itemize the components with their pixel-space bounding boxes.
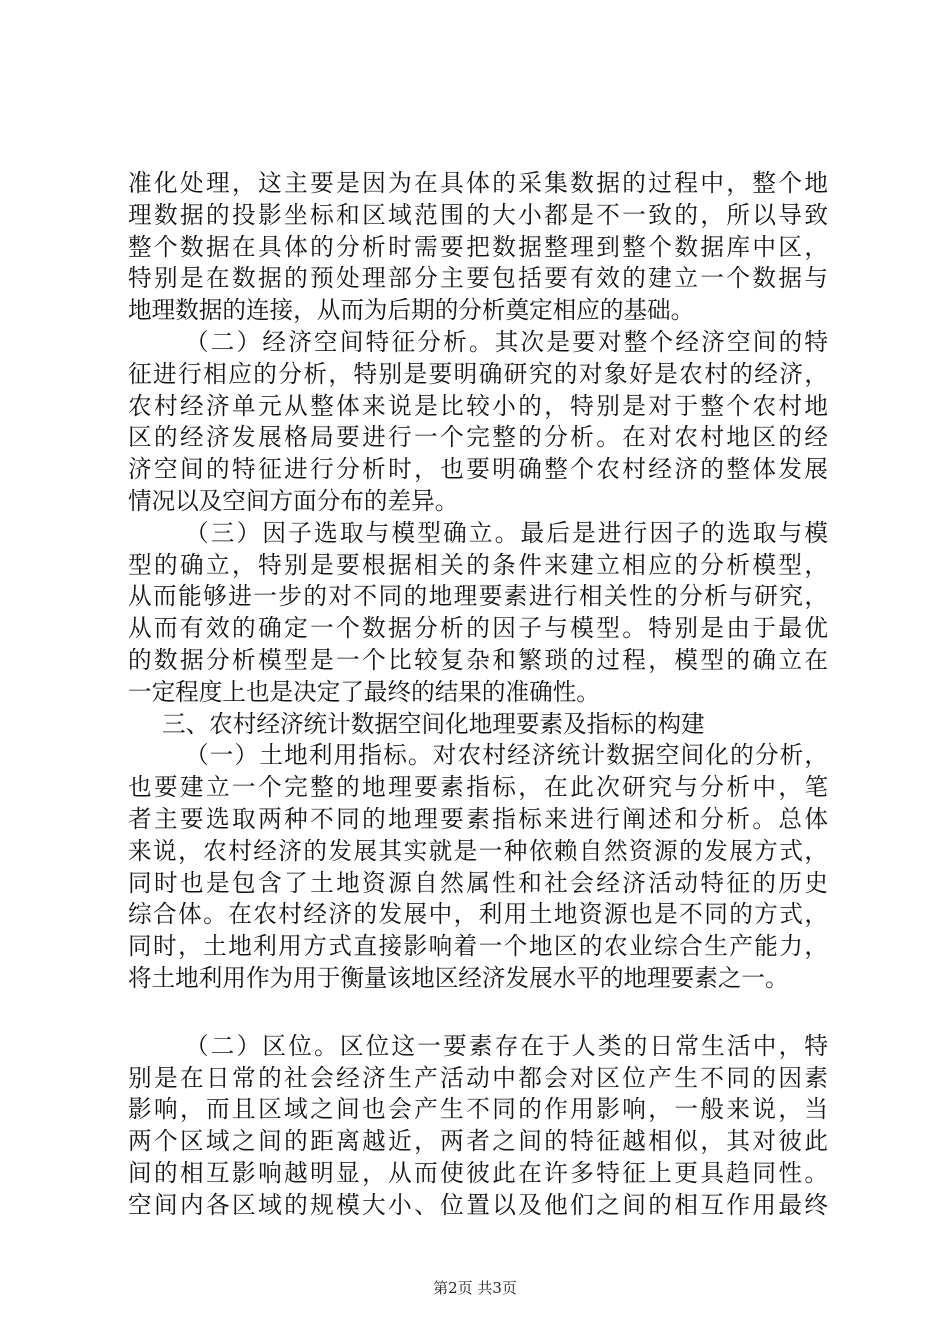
text-line: 型的确立，特别是要根据相关的条件来建立相应的分析模型，: [128, 550, 828, 579]
text-line: （二）经济空间特征分析。其次是要对整个经济空间的特: [185, 327, 828, 356]
paragraph: [128, 518, 828, 709]
section-heading: [128, 709, 828, 741]
text-line: （一）土地利用指标。对农村经济统计数据空间化的分析，: [185, 741, 828, 770]
text-line: 征进行相应的分析，特别是要明确研究的对象好是农村的经济，: [128, 359, 828, 388]
text-line: 从而有效的确定一个数据分析的因子与模型。特别是由于最优: [128, 614, 828, 643]
text-line: 别是在日常的社会经济生产活动中都会对区位产生不同的因素: [128, 1063, 828, 1092]
text-line: 准化处理，这主要是因为在具体的采集数据的过程中，整个地: [128, 169, 828, 197]
text-line: （二）区位。区位这一要素存在于人类的日常生活中，特: [185, 1031, 828, 1060]
text-line: 理数据的投影坐标和区域范围的大小都是不一致的，所以导致: [128, 200, 828, 229]
document-body: [128, 168, 828, 1222]
text-line: 将土地利用作为用于衡量该地区经济发展水平的地理要素之一。: [128, 963, 789, 992]
text-line: 区的经济发展格局要进行一个完整的分析。在对农村地区的经: [128, 423, 828, 452]
text-line: （三）因子选取与模型确立。最后是进行因子的选取与模: [185, 518, 828, 547]
paragraph: [128, 740, 828, 994]
text-line: 一定程度上也是决定了最终的结果的准确性。: [128, 677, 600, 706]
paragraph: [128, 1031, 828, 1222]
section-heading-text: 三、农村经济统计数据空间化地理要素及指标的构建: [162, 709, 705, 738]
text-line: 同时，土地利用方式直接影响着一个地区的农业综合生产能力，: [128, 932, 828, 961]
text-line: 者主要选取两种不同的地理要素指标来进行阐述和分析。总体: [128, 804, 828, 833]
page-footer: [0, 1278, 950, 1298]
text-line: 两个区域之间的距离越近，两者之间的特征越相似，其对彼此: [128, 1127, 828, 1156]
text-line: 的数据分析模型是一个比较复杂和繁琐的过程，模型的确立在: [128, 645, 828, 674]
text-line: 来说，农村经济的发展其实就是一种依赖自然资源的发展方式，: [128, 836, 828, 865]
text-line: 同时也是包含了土地资源自然属性和社会经济活动特征的历史: [128, 868, 828, 897]
text-line: 地理数据的连接，从而为后期的分析奠定相应的基础。: [128, 296, 695, 325]
text-line: 空间内各区域的规模大小、位置以及他们之间的相互作用最终: [128, 1190, 828, 1219]
text-line: 特别是在数据的预处理部分主要包括要有效的建立一个数据与: [128, 264, 828, 293]
page-number: 第2页 共3页: [433, 1279, 517, 1297]
paragraph: [128, 168, 828, 327]
text-line: 也要建立一个完整的地理要素指标，在此次研究与分析中，笔: [128, 773, 828, 802]
paragraph-gap: [128, 995, 828, 1031]
text-line: 影响，而且区域之间也会产生不同的作用影响，一般来说，当: [128, 1095, 828, 1124]
text-line: 从而能够进一步的对不同的地理要素进行相关性的分析与研究，: [128, 582, 828, 611]
text-line: 济空间的特征进行分析时，也要明确整个农村经济的整体发展: [128, 455, 828, 484]
text-line: 农村经济单元从整体来说是比较小的，特别是对于整个农村地: [128, 391, 828, 420]
text-line: 情况以及空间方面分布的差异。: [128, 486, 459, 515]
text-line: 综合体。在农村经济的发展中，利用土地资源也是不同的方式，: [128, 900, 828, 929]
paragraph: [128, 327, 828, 518]
text-line: 间的相互影响越明显，从而使彼此在许多特征上更具趋同性。: [128, 1158, 828, 1187]
text-line: 整个数据在具体的分析时需要把数据整理到整个数据库中区，: [128, 232, 828, 261]
